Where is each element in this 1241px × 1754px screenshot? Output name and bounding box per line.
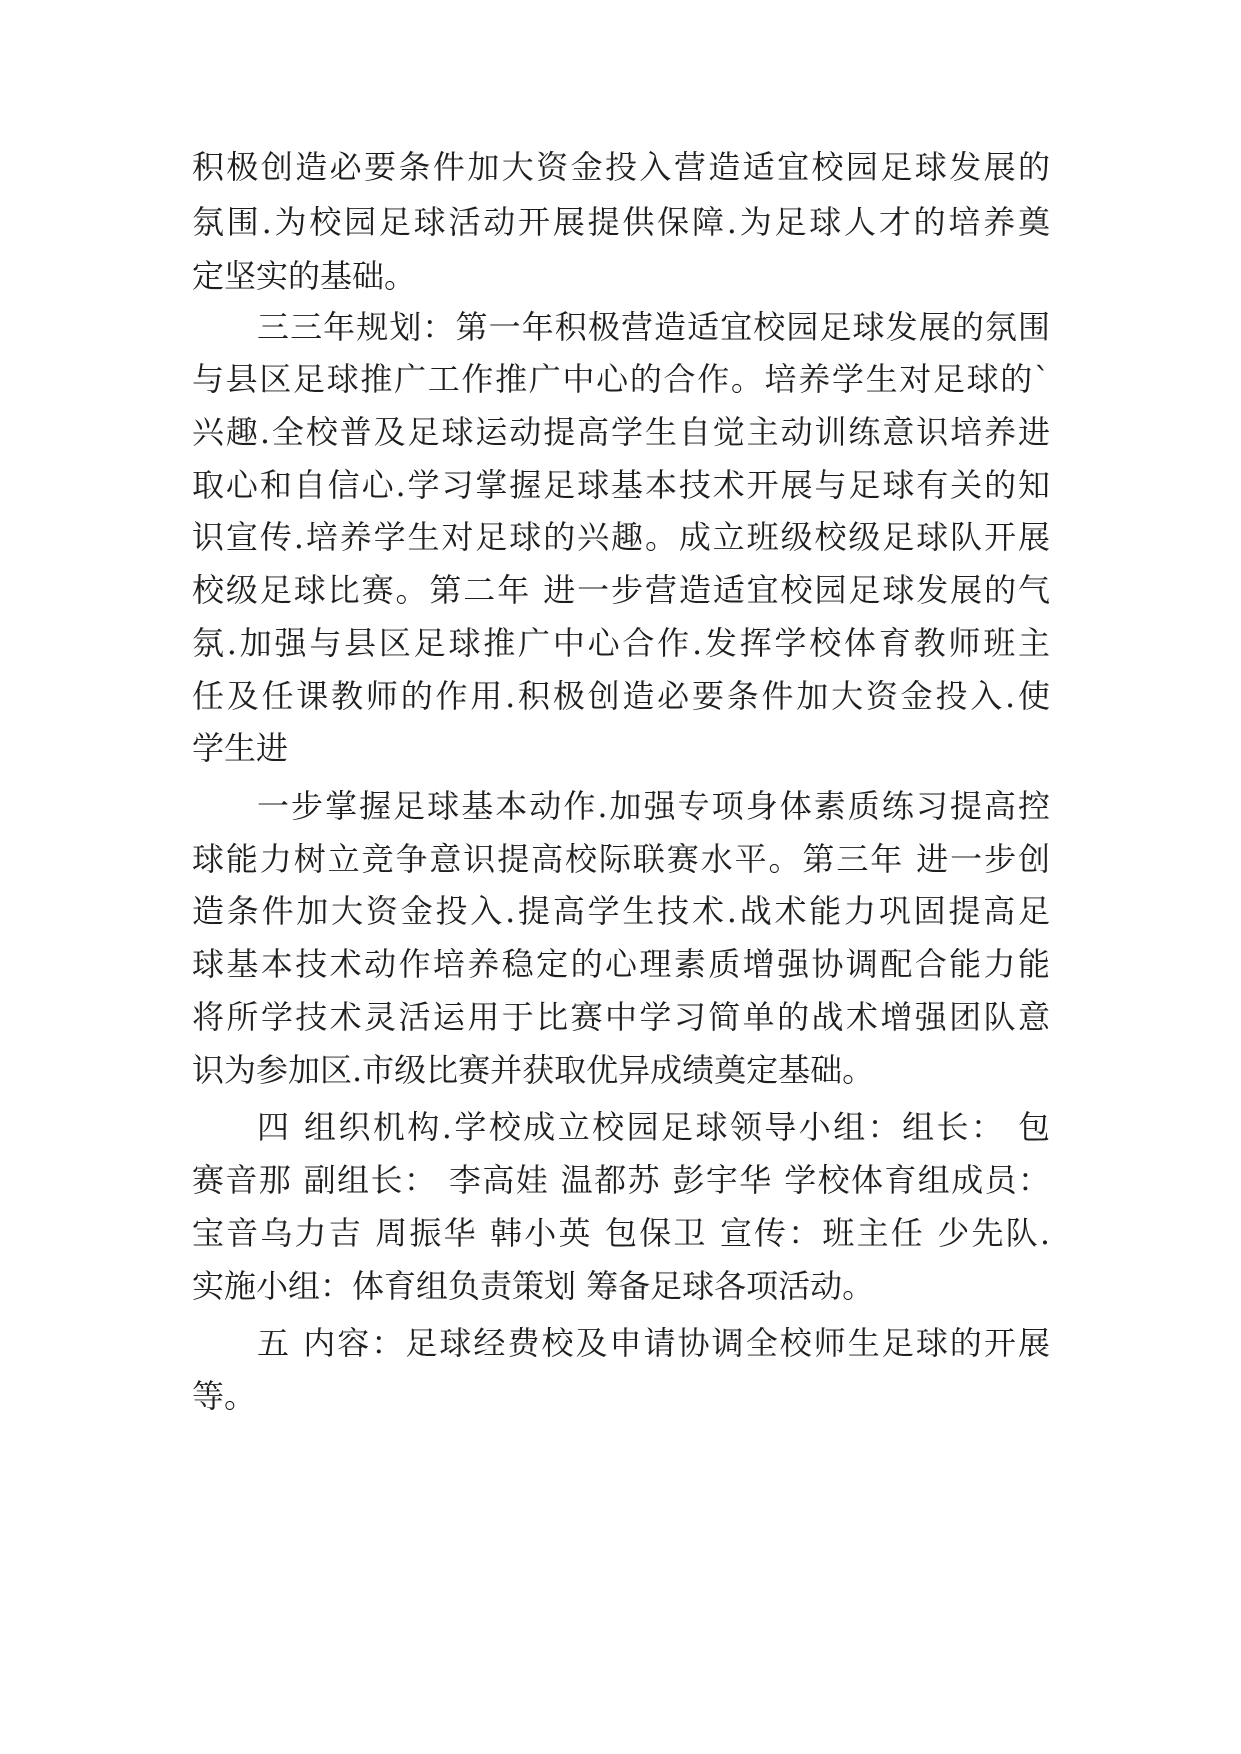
paragraph-2-line-4: 取心和自信心.学习掌握足球基本技术开展与足球有关的知 [192,466,1050,504]
paragraph-2-line-6: 校级足球比赛。第二年 进一步营造适宜校园足球发展的气 [192,571,1050,609]
paragraph-5-line-2: 等。 [192,1377,257,1415]
paragraph-1-line-2: 氛围.为校园足球活动开展提供保障.为足球人才的培养奠 [192,203,1050,241]
paragraph-2-line-7: 氛.加强与县区足球推广中心合作.发挥学校体育教师班主 [192,624,1050,662]
paragraph-3-line-3: 造条件加大资金投入.提高学生技术.战术能力巩固提高足 [192,892,1050,930]
paragraph-2-line-5: 识宣传.培养学生对足球的兴趣。成立班级校级足球队开展 [192,518,1050,556]
paragraph-4-line-4: 实施小组：体育组负责策划 筹备足球各项活动。 [192,1267,875,1305]
paragraph-3-line-4: 球基本技术动作培养稳定的心理素质增强协调配合能力能 [192,945,1050,983]
paragraph-2-line-3: 兴趣.全校普及足球运动提高学生自觉主动训练意识培养进 [192,413,1050,451]
paragraph-2-line-9: 学生进 [192,729,289,767]
paragraph-4-line-3: 宝音乌力吉 周振华 韩小英 包保卫 宣传：班主任 少先队. [192,1214,1050,1252]
paragraph-2-line-2: 与县区足球推广工作推广中心的合作。培养学生对足球的` [192,360,1050,398]
paragraph-1-line-1: 积极创造必要条件加大资金投入营造适宜校园足球发展的 [192,148,1050,186]
paragraph-1-line-3: 定坚实的基础。 [192,257,417,295]
paragraph-3-line-6: 识为参加区.市级比赛并获取优异成绩奠定基础。 [192,1051,875,1089]
paragraph-3-line-5: 将所学技术灵活运用于比赛中学习简单的战术增强团队意 [192,998,1050,1036]
paragraph-3-line-1: 一步掌握足球基本动作.加强专项身体素质练习提高控 [257,787,1050,825]
paragraph-4-line-1: 四 组织机构.学校成立校园足球领导小组：组长： 包 [257,1108,1050,1146]
paragraph-2-line-1: 三三年规划：第一年积极营造适宜校园足球发展的氛围 [257,308,1050,346]
paragraph-2-line-8: 任及任课教师的作用.积极创造必要条件加大资金投入.使 [192,677,1050,715]
paragraph-5-line-1: 五 内容：足球经费校及申请协调全校师生足球的开展 [257,1324,1050,1362]
paragraph-4-line-2: 赛音那 副组长： 李高娃 温都苏 彭宇华 学校体育组成员： [192,1161,1050,1199]
paragraph-3-line-2: 球能力树立竞争意识提高校际联赛水平。第三年 进一步创 [192,840,1050,878]
